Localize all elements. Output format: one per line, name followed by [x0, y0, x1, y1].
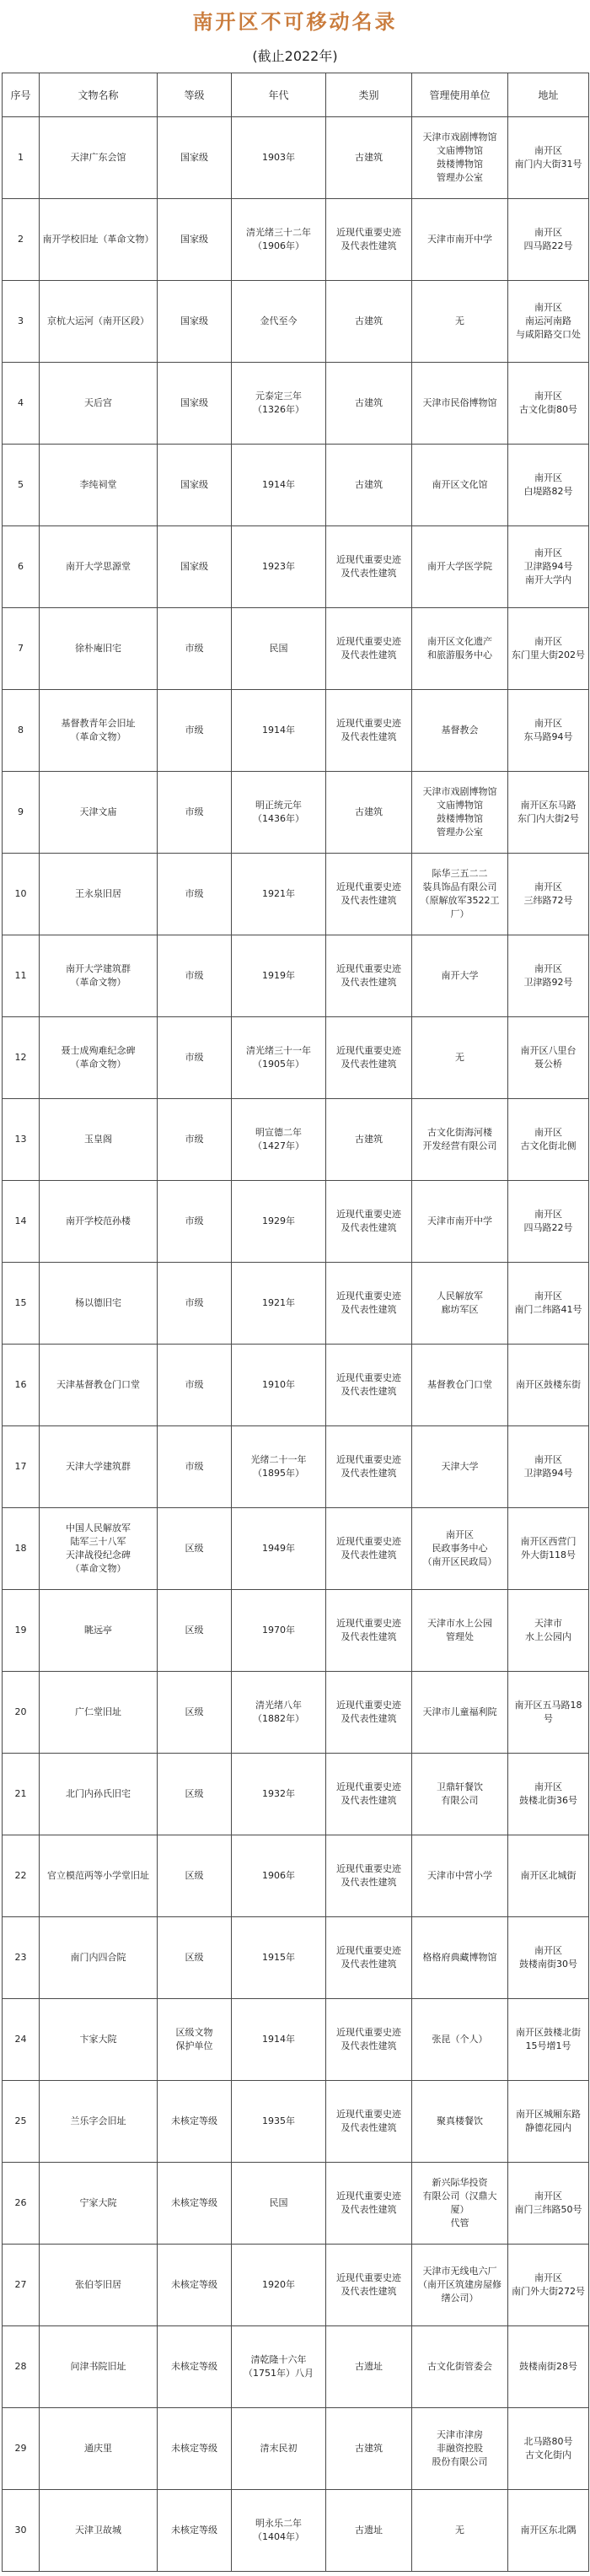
table-row [3, 2245, 589, 2326]
grade: 区级 [158, 1917, 232, 1999]
table-row [3, 772, 589, 854]
grade: 市级 [158, 1181, 232, 1263]
category: 近现代重要史迹 及代表性建筑 [326, 1345, 412, 1426]
table-row [3, 2326, 589, 2408]
relic-name: 天津大学建筑群 [40, 1426, 158, 1508]
manager-unit: 天津市儿童福利院 [412, 1672, 508, 1754]
row-number: 16 [3, 1345, 40, 1426]
category: 古建筑 [326, 445, 412, 526]
relic-name: 天后宫 [40, 363, 158, 445]
row-number: 9 [3, 772, 40, 854]
relic-name: 玉皇阁 [40, 1099, 158, 1181]
table-body [3, 117, 589, 2572]
manager-unit: 天津市无线电六厂 （南开区筑建房屋修 缮公司） [412, 2245, 508, 2326]
row-number: 5 [3, 445, 40, 526]
era: 明正统元年 （1436年） [232, 772, 326, 854]
relic-name: 王永泉旧居 [40, 854, 158, 935]
era: 明宣德二年 （1427年） [232, 1099, 326, 1181]
manager-unit: 天津市南开中学 [412, 199, 508, 281]
relic-name: 天津广东会馆 [40, 117, 158, 199]
relic-name: 南门内四合院 [40, 1917, 158, 1999]
grade: 国家级 [158, 445, 232, 526]
row-number: 11 [3, 935, 40, 1017]
category: 近现代重要史迹 及代表性建筑 [326, 1426, 412, 1508]
manager-unit: 古文化街海河楼 开发经营有限公司 [412, 1099, 508, 1181]
grade: 未核定等级 [158, 2326, 232, 2408]
category: 古建筑 [326, 772, 412, 854]
era: 清光绪三十一年 （1905年） [232, 1017, 326, 1099]
row-number: 21 [3, 1754, 40, 1835]
table-row [3, 1999, 589, 2081]
manager-unit: 天津大学 [412, 1426, 508, 1508]
era: 1935年 [232, 2081, 326, 2163]
table-row [3, 854, 589, 935]
row-number: 23 [3, 1917, 40, 1999]
manager-unit: 无 [412, 1017, 508, 1099]
relic-name: 杨以德旧宅 [40, 1263, 158, 1345]
grade: 区级文物 保护单位 [158, 1999, 232, 2081]
relic-name: 广仁堂旧址 [40, 1672, 158, 1754]
grade: 未核定等级 [158, 2408, 232, 2490]
era: 清光绪三十二年 （1906年） [232, 199, 326, 281]
manager-unit: 格格府典藏博物馆 [412, 1917, 508, 1999]
category: 近现代重要史迹 及代表性建筑 [326, 1999, 412, 2081]
address: 南开区鼓楼北街 15号增1号 [508, 1999, 589, 2081]
relic-name: 南开学校旧址（革命文物） [40, 199, 158, 281]
category: 近现代重要史迹 及代表性建筑 [326, 1017, 412, 1099]
row-number: 4 [3, 363, 40, 445]
address: 北马路80号 古文化街内 [508, 2408, 589, 2490]
category: 近现代重要史迹 及代表性建筑 [326, 1917, 412, 1999]
table-row [3, 363, 589, 445]
relic-name: 徐朴庵旧宅 [40, 608, 158, 690]
manager-unit: 天津市戏剧博物馆 文庙博物馆 鼓楼博物馆 管理办公室 [412, 772, 508, 854]
address: 南开区八里台 聂公桥 [508, 1017, 589, 1099]
grade: 市级 [158, 854, 232, 935]
address: 南开区 三纬路72号 [508, 854, 589, 935]
address: 南开区 东门里大街202号 [508, 608, 589, 690]
manager-unit: 聚真楼餐饮 [412, 2081, 508, 2163]
category: 古建筑 [326, 281, 412, 363]
relic-name: 京杭大运河（南开区段） [40, 281, 158, 363]
row-number: 3 [3, 281, 40, 363]
row-number: 8 [3, 690, 40, 772]
era: 1921年 [232, 1263, 326, 1345]
address: 南开区 南运河南路 与咸阳路交口处 [508, 281, 589, 363]
grade: 市级 [158, 1017, 232, 1099]
manager-unit: 新兴际华投资 有限公司（汉鼎大厦） 代管 [412, 2163, 508, 2245]
address: 南开区 卫津路92号 [508, 935, 589, 1017]
address: 南开区 四马路22号 [508, 199, 589, 281]
address: 南开区五马路18号 [508, 1672, 589, 1754]
table-row [3, 1508, 589, 1590]
table-row [3, 1181, 589, 1263]
address: 鼓楼南街28号 [508, 2326, 589, 2408]
manager-unit: 无 [412, 2490, 508, 2572]
grade: 国家级 [158, 526, 232, 608]
era: 金代至今 [232, 281, 326, 363]
grade: 市级 [158, 935, 232, 1017]
grade: 区级 [158, 1835, 232, 1917]
table-row [3, 445, 589, 526]
category: 近现代重要史迹 及代表性建筑 [326, 199, 412, 281]
table-row [3, 608, 589, 690]
category: 近现代重要史迹 及代表性建筑 [326, 1754, 412, 1835]
relic-name: 南开学校范孙楼 [40, 1181, 158, 1263]
grade: 市级 [158, 1263, 232, 1345]
row-number: 15 [3, 1263, 40, 1345]
category: 近现代重要史迹 及代表性建筑 [326, 854, 412, 935]
row-number: 24 [3, 1999, 40, 2081]
era: 1915年 [232, 1917, 326, 1999]
era: 1921年 [232, 854, 326, 935]
manager-unit: 天津市津房 非融资控股 股份有限公司 [412, 2408, 508, 2490]
category: 近现代重要史迹 及代表性建筑 [326, 935, 412, 1017]
era: 1906年 [232, 1835, 326, 1917]
relic-name: 聂士成殉难纪念碑 （革命文物） [40, 1017, 158, 1099]
grade: 未核定等级 [158, 2081, 232, 2163]
row-number: 17 [3, 1426, 40, 1508]
address: 南开区 卫津路94号 南开大学内 [508, 526, 589, 608]
address: 南开区东北隅 [508, 2490, 589, 2572]
row-number: 12 [3, 1017, 40, 1099]
address: 南开区 鼓楼北街36号 [508, 1754, 589, 1835]
era: 1910年 [232, 1345, 326, 1426]
relic-name: 中国人民解放军 陆军三十八军 天津战役纪念碑 （革命文物） [40, 1508, 158, 1590]
address: 南开区 古文化街80号 [508, 363, 589, 445]
row-number: 6 [3, 526, 40, 608]
row-number: 28 [3, 2326, 40, 2408]
row-number: 2 [3, 199, 40, 281]
grade: 市级 [158, 1099, 232, 1181]
manager-unit: 际华三五二二 装具饰品有限公司 （原解放军3522工厂） [412, 854, 508, 935]
category: 近现代重要史迹 及代表性建筑 [326, 1835, 412, 1917]
row-number: 25 [3, 2081, 40, 2163]
row-number: 13 [3, 1099, 40, 1181]
era: 1949年 [232, 1508, 326, 1590]
relics-table [2, 73, 588, 2572]
row-number: 10 [3, 854, 40, 935]
manager-unit: 基督教会 [412, 690, 508, 772]
address: 南开区 南门外大街272号 [508, 2245, 589, 2326]
era: 清末民初 [232, 2408, 326, 2490]
era: 民国 [232, 2163, 326, 2245]
address: 南开区北城街 [508, 1835, 589, 1917]
relic-name: 通庆里 [40, 2408, 158, 2490]
address: 南开区 南门内大街31号 [508, 117, 589, 199]
grade: 区级 [158, 1672, 232, 1754]
era: 明永乐二年 （1404年） [232, 2490, 326, 2572]
grade: 国家级 [158, 117, 232, 199]
address: 南开区 东马路94号 [508, 690, 589, 772]
manager-unit: 天津市中营小学 [412, 1835, 508, 1917]
grade: 区级 [158, 1754, 232, 1835]
manager-unit: 无 [412, 281, 508, 363]
manager-unit: 基督教仓门口堂 [412, 1345, 508, 1426]
relic-name: 官立模范两等小学堂旧址 [40, 1835, 158, 1917]
table-row [3, 2490, 589, 2572]
table-row [3, 1345, 589, 1426]
header-relic-name: 文物名称 [40, 73, 158, 117]
header-address: 地址 [508, 73, 589, 117]
grade: 区级 [158, 1508, 232, 1590]
relic-name: 南开大学建筑群 （革命文物） [40, 935, 158, 1017]
category: 近现代重要史迹 及代表性建筑 [326, 1508, 412, 1590]
relic-name: 宁家大院 [40, 2163, 158, 2245]
era: 光绪二十一年 （1895年） [232, 1426, 326, 1508]
page-subtitle: (截止2022年) [252, 48, 338, 64]
grade: 国家级 [158, 281, 232, 363]
grade: 未核定等级 [158, 2245, 232, 2326]
relic-name: 李纯祠堂 [40, 445, 158, 526]
page-title: 南开区不可移动名录 [192, 10, 398, 34]
manager-unit: 南开大学医学院 [412, 526, 508, 608]
table-row [3, 117, 589, 199]
table-row [3, 2408, 589, 2490]
row-number: 20 [3, 1672, 40, 1754]
era: 元泰定三年 （1326年） [232, 363, 326, 445]
row-number: 26 [3, 2163, 40, 2245]
category: 古建筑 [326, 1099, 412, 1181]
relics-table-grid [2, 73, 589, 2572]
manager-unit: 南开区 民政事务中心 （南开区民政局） [412, 1508, 508, 1590]
table-row [3, 690, 589, 772]
era: 1920年 [232, 2245, 326, 2326]
address: 天津市 水上公园内 [508, 1590, 589, 1672]
row-number: 22 [3, 1835, 40, 1917]
address: 南开区西营门 外大街118号 [508, 1508, 589, 1590]
table-row [3, 1835, 589, 1917]
address: 南开区 鼓楼南街30号 [508, 1917, 589, 1999]
era: 民国 [232, 608, 326, 690]
grade: 国家级 [158, 363, 232, 445]
relic-name: 基督教青年会旧址 （革命文物） [40, 690, 158, 772]
grade: 未核定等级 [158, 2490, 232, 2572]
era: 1914年 [232, 445, 326, 526]
grade: 国家级 [158, 199, 232, 281]
manager-unit: 南开大学 [412, 935, 508, 1017]
category: 近现代重要史迹 及代表性建筑 [326, 608, 412, 690]
relic-name: 兰乐字会旧址 [40, 2081, 158, 2163]
row-number: 7 [3, 608, 40, 690]
category: 古建筑 [326, 2408, 412, 2490]
era: 1914年 [232, 1999, 326, 2081]
category: 近现代重要史迹 及代表性建筑 [326, 690, 412, 772]
row-number: 29 [3, 2408, 40, 2490]
table-row [3, 1917, 589, 1999]
header-serial: 序号 [3, 73, 40, 117]
relic-name: 卞家大院 [40, 1999, 158, 2081]
row-number: 30 [3, 2490, 40, 2572]
table-row [3, 281, 589, 363]
era: 清乾隆十六年 （1751年）八月 [232, 2326, 326, 2408]
era: 1914年 [232, 690, 326, 772]
relic-name: 天津文庙 [40, 772, 158, 854]
row-number: 1 [3, 117, 40, 199]
manager-unit: 人民解放军 廊坊军区 [412, 1263, 508, 1345]
row-number: 27 [3, 2245, 40, 2326]
table-row [3, 1672, 589, 1754]
header-manager-unit: 管理使用单位 [412, 73, 508, 117]
category: 近现代重要史迹 及代表性建筑 [326, 1672, 412, 1754]
relic-name: 天津卫故城 [40, 2490, 158, 2572]
header-category: 类别 [326, 73, 412, 117]
category: 古遗址 [326, 2490, 412, 2572]
era: 1970年 [232, 1590, 326, 1672]
manager-unit: 天津市戏剧博物馆 文庙博物馆 鼓楼博物馆 管理办公室 [412, 117, 508, 199]
header-era: 年代 [232, 73, 326, 117]
title-block [0, 0, 590, 73]
table-header [3, 73, 589, 117]
manager-unit: 古文化街管委会 [412, 2326, 508, 2408]
address: 南开区 古文化街北侧 [508, 1099, 589, 1181]
relic-name: 眺远亭 [40, 1590, 158, 1672]
relic-name: 问津书院旧址 [40, 2326, 158, 2408]
table-row [3, 2081, 589, 2163]
category: 近现代重要史迹 及代表性建筑 [326, 1181, 412, 1263]
table-row [3, 1263, 589, 1345]
address: 南开区城厢东路 静德花园内 [508, 2081, 589, 2163]
table-row [3, 2163, 589, 2245]
category: 近现代重要史迹 及代表性建筑 [326, 2245, 412, 2326]
category: 近现代重要史迹 及代表性建筑 [326, 1263, 412, 1345]
relic-name: 天津基督教仓门口堂 [40, 1345, 158, 1426]
grade: 市级 [158, 608, 232, 690]
era: 1903年 [232, 117, 326, 199]
category: 近现代重要史迹 及代表性建筑 [326, 2163, 412, 2245]
address: 南开区 南门三纬路50号 [508, 2163, 589, 2245]
grade: 未核定等级 [158, 2163, 232, 2245]
era: 1929年 [232, 1181, 326, 1263]
era: 清光绪八年 （1882年） [232, 1672, 326, 1754]
address: 南开区 南门二纬路41号 [508, 1263, 589, 1345]
relic-name: 北门内孙氏旧宅 [40, 1754, 158, 1835]
address: 南开区 白堤路82号 [508, 445, 589, 526]
address: 南开区鼓楼东街 [508, 1345, 589, 1426]
table-row [3, 1754, 589, 1835]
table-row [3, 1099, 589, 1181]
era: 1932年 [232, 1754, 326, 1835]
table-row [3, 1590, 589, 1672]
category: 近现代重要史迹 及代表性建筑 [326, 1590, 412, 1672]
manager-unit: 天津市南开中学 [412, 1181, 508, 1263]
grade: 市级 [158, 1426, 232, 1508]
manager-unit: 卫鼎轩餐饮 有限公司 [412, 1754, 508, 1835]
manager-unit: 天津市民俗博物馆 [412, 363, 508, 445]
grade: 市级 [158, 1345, 232, 1426]
table-row [3, 935, 589, 1017]
row-number: 18 [3, 1508, 40, 1590]
category: 近现代重要史迹 及代表性建筑 [326, 2081, 412, 2163]
relic-name: 南开大学思源堂 [40, 526, 158, 608]
manager-unit: 张昆（个人） [412, 1999, 508, 2081]
relic-name: 张伯苓旧居 [40, 2245, 158, 2326]
era: 1923年 [232, 526, 326, 608]
grade: 市级 [158, 772, 232, 854]
table-row [3, 1017, 589, 1099]
manager-unit: 南开区文化馆 [412, 445, 508, 526]
table-row [3, 1426, 589, 1508]
category: 古建筑 [326, 117, 412, 199]
category: 近现代重要史迹 及代表性建筑 [326, 526, 412, 608]
header-grade: 等级 [158, 73, 232, 117]
address: 南开区东马路 东门内大街2号 [508, 772, 589, 854]
grade: 区级 [158, 1590, 232, 1672]
address: 南开区 四马路22号 [508, 1181, 589, 1263]
category: 古建筑 [326, 363, 412, 445]
manager-unit: 南开区文化遗产 和旅游服务中心 [412, 608, 508, 690]
address: 南开区 卫津路94号 [508, 1426, 589, 1508]
header-row [3, 73, 589, 117]
category: 古遗址 [326, 2326, 412, 2408]
row-number: 19 [3, 1590, 40, 1672]
era: 1919年 [232, 935, 326, 1017]
table-row [3, 526, 589, 608]
manager-unit: 天津市水上公园 管理处 [412, 1590, 508, 1672]
row-number: 14 [3, 1181, 40, 1263]
grade: 市级 [158, 690, 232, 772]
table-row [3, 199, 589, 281]
